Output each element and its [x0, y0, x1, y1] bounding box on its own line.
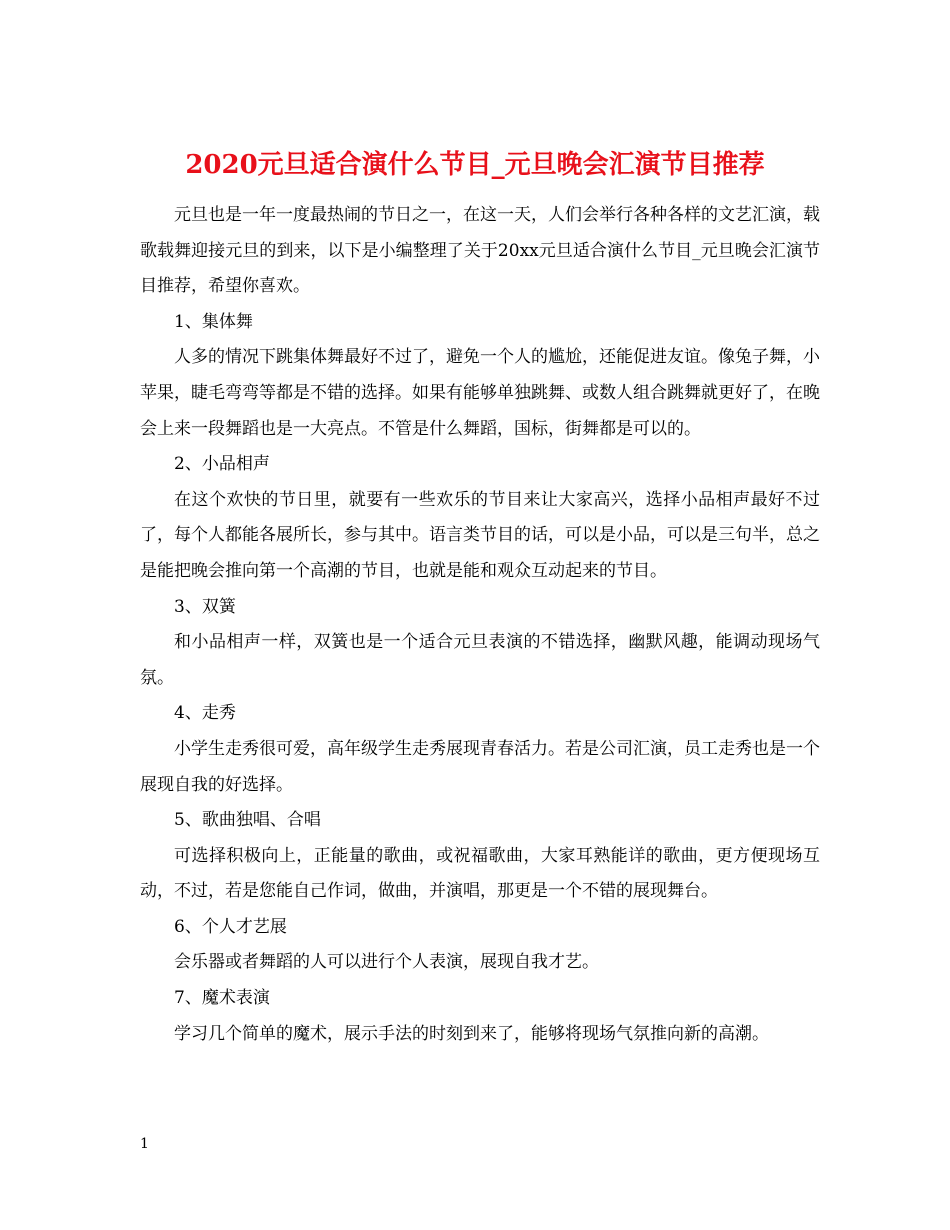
section-heading-singing: 5、歌曲独唱、合唱	[174, 810, 321, 831]
section-heading-sketch-crosstalk: 2、小品相声	[174, 454, 270, 475]
section-heading-group-dance: 1、集体舞	[174, 311, 253, 332]
section-text-talent-show: 会乐器或者舞蹈的人可以进行个人表演，展现自我才艺。	[174, 952, 599, 973]
intro-paragraph: 元旦也是一年一度最热闹的节日之一，在这一天，人们会举行各种各样的文艺汇演，载歌载舞迎接元旦的到来，以下是小编整理了关于20xx元旦适合演什么节目_元旦晚会汇演节目推荐，希望你喜欢。	[140, 205, 820, 297]
section-heading-shuanghuang: 3、双簧	[174, 596, 236, 617]
section-text-group-dance: 人多的情况下跳集体舞最好不过了，避免一个人的尴尬，还能促进友谊。像兔子舞，小苹果，睫毛弯弯等都是不错的选择。如果有能够单独跳舞、或数人组合跳舞就更好了，在晚会上来一段舞蹈也是一大亮点。不管是什么舞蹈，国标，街舞都是可以的。	[140, 347, 820, 439]
section-text-magic-show: 学习几个简单的魔术，展示手法的时刻到来了，能够将现场气氛推向新的高潮。	[174, 1023, 769, 1044]
page-number: 1	[140, 1136, 149, 1152]
section-text-shuanghuang: 和小品相声一样，双簧也是一个适合元旦表演的不错选择，幽默风趣，能调动现场气氛。	[140, 632, 820, 688]
document-body	[140, 198, 820, 1052]
section-heading-magic-show: 7、魔术表演	[174, 988, 270, 1009]
section-text-singing: 可选择积极向上，正能量的歌曲，或祝福歌曲，大家耳熟能详的歌曲，更方便现场互动，不过，若是您能自己作词，做曲，并演唱，那更是一个不错的展现舞台。	[140, 845, 820, 902]
section-text-sketch-crosstalk: 在这个欢快的节日里，就要有一些欢乐的节目来让大家高兴，选择小品相声最好不过了，每个人都能各展所长，参与其中。语言类节目的话，可以是小品，可以是三句半，总之是能把晚会推向第一个高潮的节目，也就是能和观众互动起来的节目。	[140, 489, 820, 581]
section-heading-talent-show: 6、个人才艺展	[174, 916, 287, 937]
section-heading-catwalk: 4、走秀	[174, 703, 236, 724]
document-title: 2020元旦适合演什么节目_元旦晚会汇演节目推荐	[185, 150, 765, 181]
section-text-catwalk: 小学生走秀很可爱，高年级学生走秀展现青春活力。若是公司汇演，员工走秀也是一个展现自我的好选择。	[140, 738, 820, 795]
